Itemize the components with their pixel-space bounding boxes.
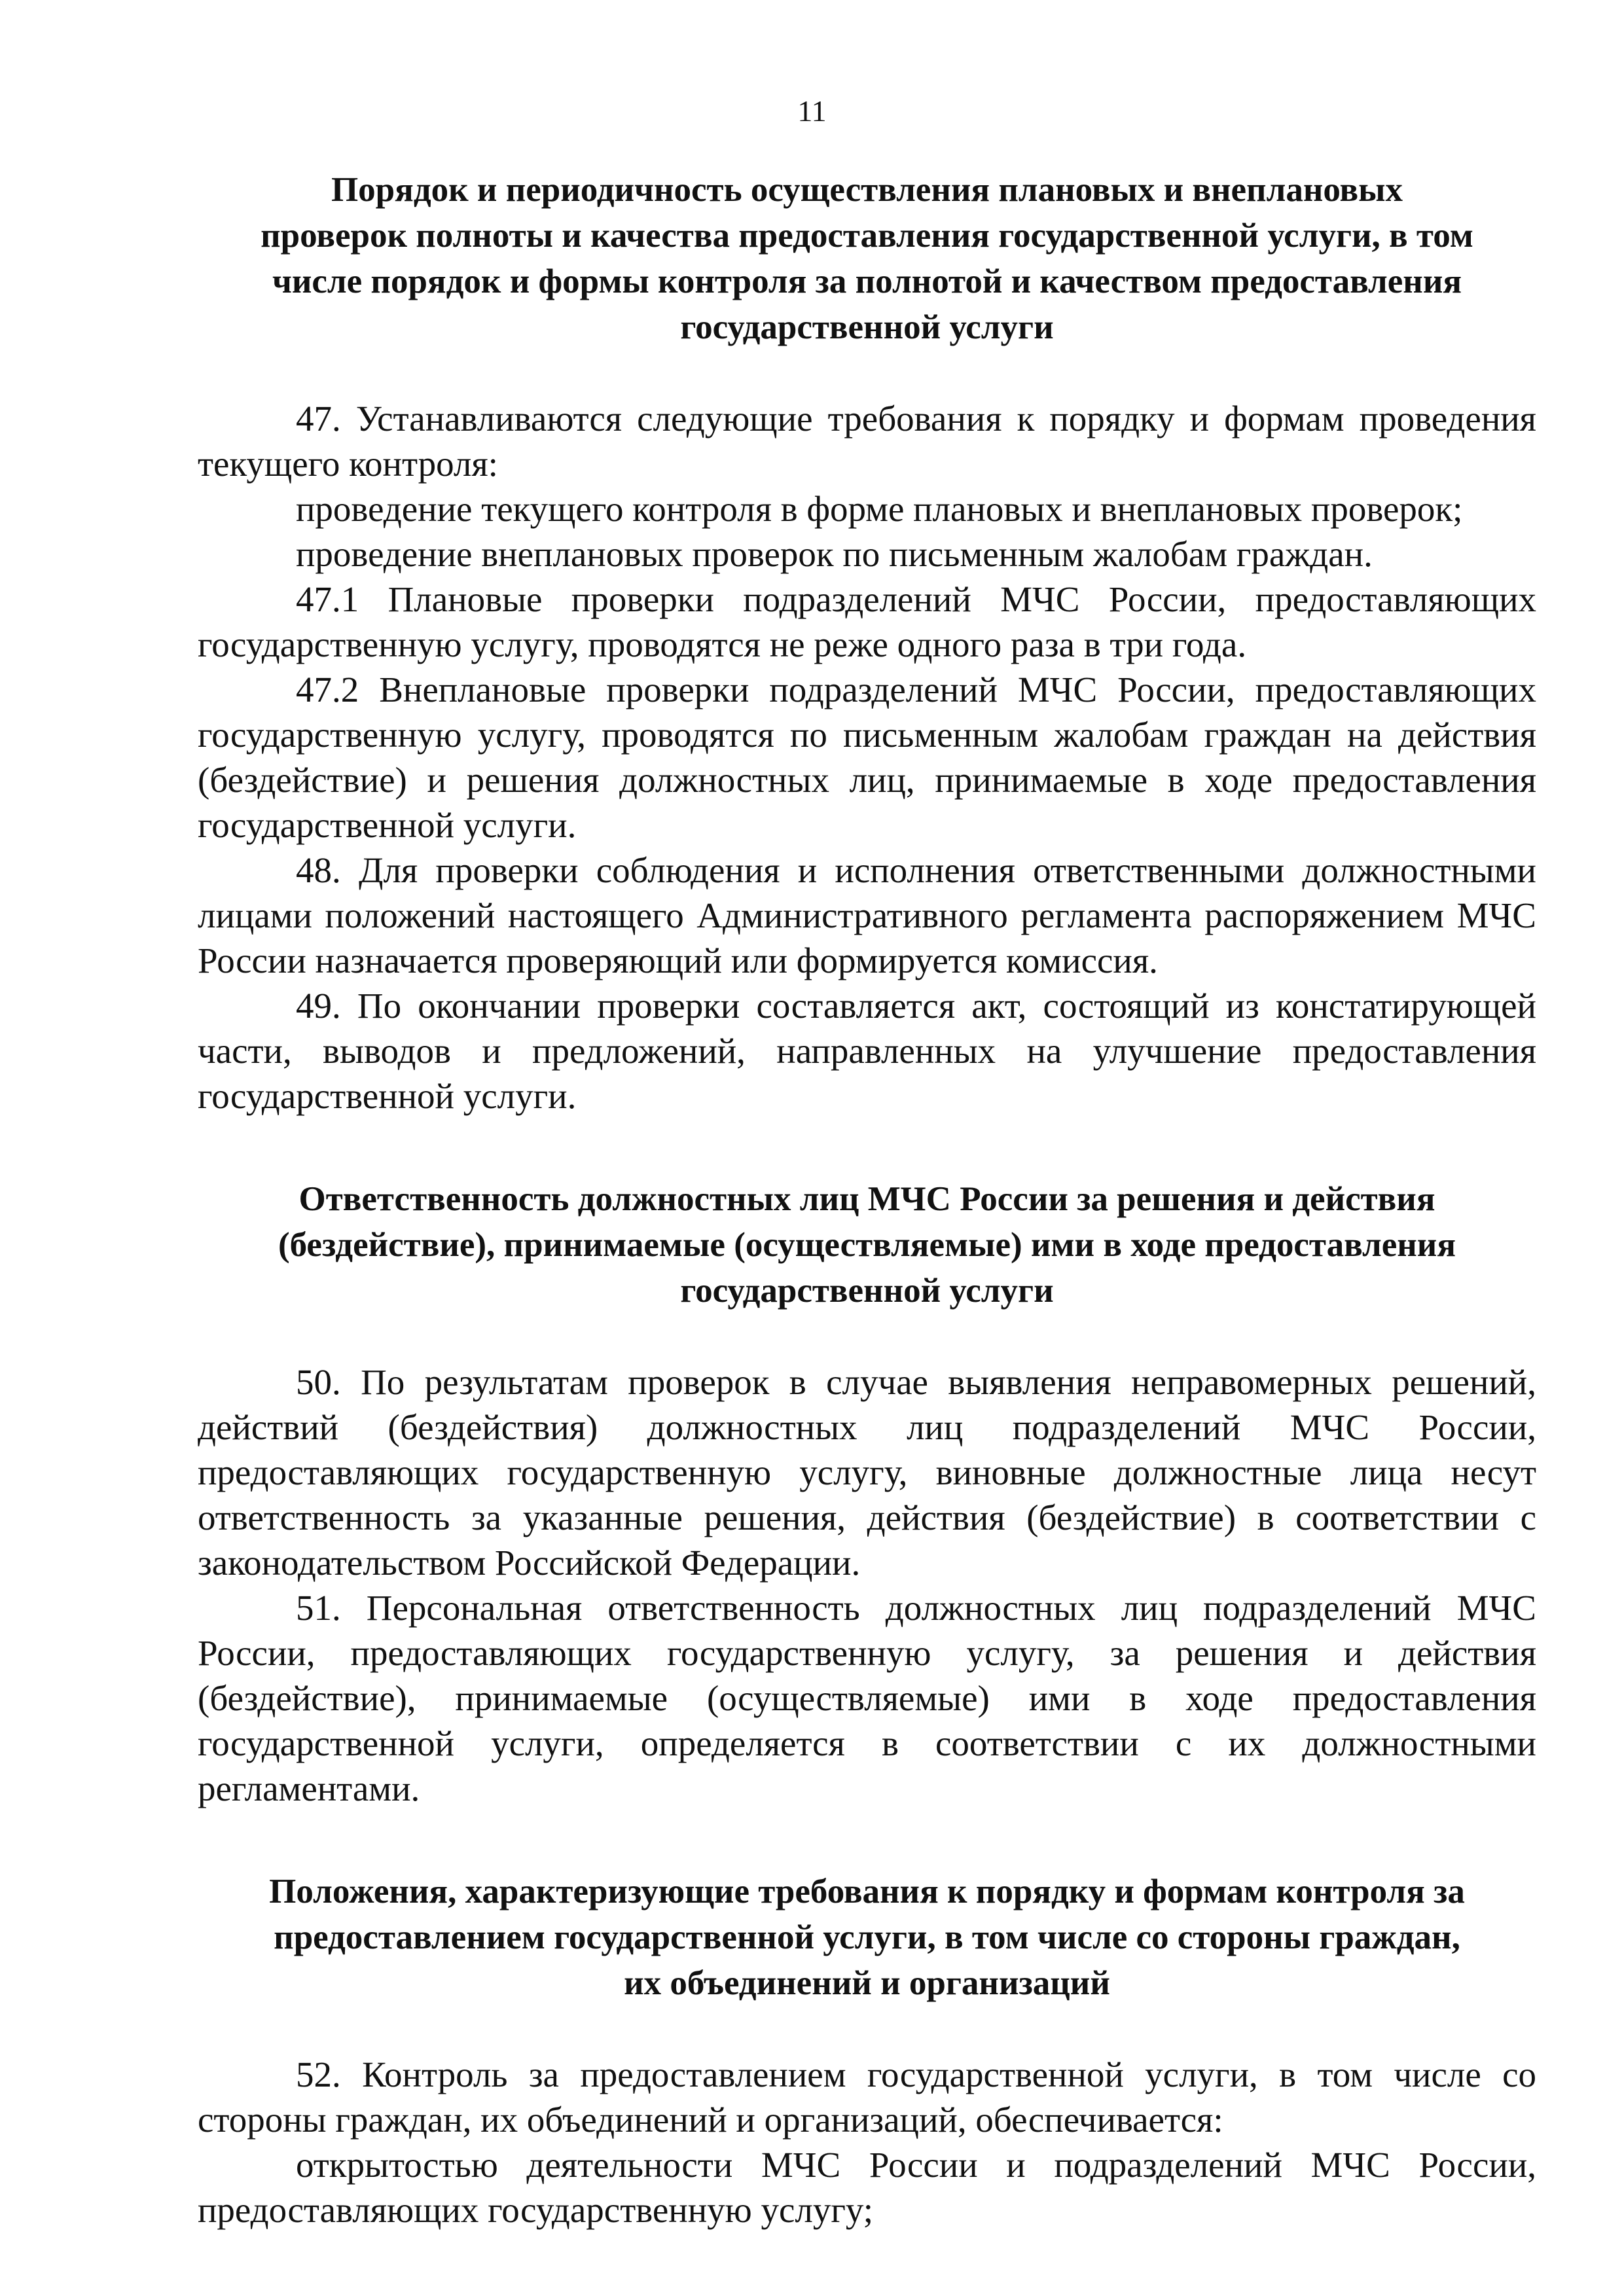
paragraph-52-item-1: открытостью деятельности МЧС России и подразделений МЧС России, предоставляющих государственную услугу; [198,2145,1536,2230]
heading-line: Положения, характеризующие требования к порядку и формам контроля за [269,1873,1465,1910]
paragraph-47-2: 47.2 Внеплановые проверки подразделений МЧС России, предоставляющих государственную услугу, проводятся по письменным жалобам граждан на действия (бездействие) и решения должностных лиц, принимаемые в ходе предоставления государственной услуги. [198,670,1536,845]
paragraph-47-item-2: проведение внеплановых проверок по письменным жалобам граждан. [296,534,1373,574]
paragraph-50: 50. По результатам проверок в случае выявления неправомерных решений, действий (бездействия) должностных лиц подразделений МЧС России, предоставляющих государственную услугу, виновные должностные лица несут ответственность за указанные решения, действия (бездействие) в соответствии с законодательством Российской Федерации. [198,1362,1536,1583]
page-number: 11 [797,94,827,128]
paragraph-51: 51. Персональная ответственность должностных лиц подразделений МЧС России, предоставляющих государственную услугу, за решения и действия (бездействие), принимаемые (осуществляемые) ими в ходе предоставления государственной услуги, определяется в соответствии с их должностными регламентами. [198,1588,1536,1808]
heading-line: государственной услуги [680,308,1054,346]
heading-line: их объединений и организаций [624,1964,1110,2002]
heading-line: числе порядок и формы контроля за полнотой и качеством предоставления [272,262,1462,300]
heading-line: предоставлением государственной услуги, в том числе со стороны граждан, [274,1918,1460,1956]
section-heading [198,167,1536,350]
heading-line: Ответственность должностных лиц МЧС России за решения и действия [298,1180,1435,1218]
paragraph-47-1: 47.1 Плановые проверки подразделений МЧС России, предоставляющих государственную услугу, проводятся не реже одного раза в три года. [198,579,1536,664]
paragraph-52: 52. Контроль за предоставлением государственной услуги, в том числе со стороны граждан, их объединений и организаций, обеспечивается: [198,2054,1536,2140]
paragraph-47: 47. Устанавливаются следующие требования к порядку и формам проведения текущего контроля: [198,399,1536,484]
paragraph-48: 48. Для проверки соблюдения и исполнения ответственными должностными лицами положений настоящего Административного регламента распоряжением МЧС России назначается проверяющий или формируется комиссия. [198,850,1536,980]
document-body [198,167,1536,2233]
paragraph-49: 49. По окончании проверки составляется акт, состоящий из констатирующей части, выводов и предложений, направленных на улучшение предоставления государственной услуги. [198,986,1536,1116]
heading-line: (бездействие), принимаемые (осуществляемые) ими в ходе предоставления [278,1226,1456,1264]
heading-line: проверок полноты и качества предоставления государственной услуги, в том [261,217,1473,255]
section-heading [198,1869,1536,2006]
paragraph-47-item-1: проведение текущего контроля в форме плановых и внеплановых проверок; [296,489,1463,529]
heading-line: Порядок и периодичность осуществления плановых и внеплановых [331,171,1403,209]
heading-line: государственной услуги [680,1272,1054,1310]
section-heading [198,1176,1536,1314]
